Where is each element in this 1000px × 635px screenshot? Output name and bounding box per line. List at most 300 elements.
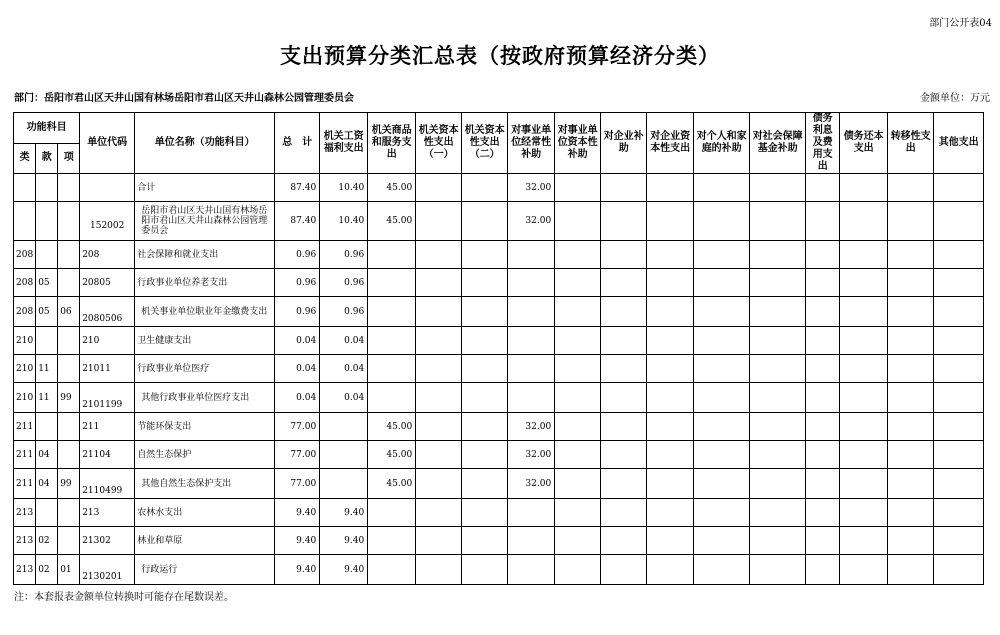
cell-c11 — [806, 269, 840, 297]
cell-c12 — [840, 202, 888, 241]
cell-kuan: 02 — [36, 555, 58, 585]
cell-c6 — [555, 202, 601, 241]
department-label: 部门：岳阳市君山区天井山国有林场岳阳市君山区天井山森林公园管理委员会 — [14, 93, 354, 104]
cell-c8 — [647, 241, 694, 269]
cell-c4 — [462, 383, 508, 413]
cell-c13 — [888, 241, 934, 269]
cell-c13 — [888, 297, 934, 327]
cell-c1: 0.04 — [320, 327, 368, 355]
table-row — [14, 469, 984, 499]
cell-unit-code: 2130201 — [80, 555, 135, 585]
cell-c3 — [416, 297, 462, 327]
cell-c4 — [462, 527, 508, 555]
cell-c8 — [647, 527, 694, 555]
cell-lei: 208 — [14, 269, 36, 297]
cell-c12 — [840, 555, 888, 585]
cell-c2 — [368, 327, 416, 355]
cell-c14 — [934, 441, 984, 469]
cell-c11 — [806, 527, 840, 555]
cell-c2: 45.00 — [368, 469, 416, 499]
cell-c13 — [888, 174, 934, 202]
cell-c5: 32.00 — [508, 413, 555, 441]
cell-c1 — [320, 441, 368, 469]
table-row — [14, 413, 984, 441]
cell-c1: 0.96 — [320, 269, 368, 297]
cell-unit-name: 社会保障和就业支出 — [135, 241, 275, 269]
cell-total: 77.00 — [275, 469, 320, 499]
cell-c7 — [601, 297, 647, 327]
cell-c1 — [320, 413, 368, 441]
cell-total: 0.96 — [275, 241, 320, 269]
cell-total: 0.04 — [275, 355, 320, 383]
cell-c4 — [462, 327, 508, 355]
cell-c13 — [888, 441, 934, 469]
cell-c12 — [840, 469, 888, 499]
cell-c13 — [888, 499, 934, 527]
cell-xiang — [58, 202, 80, 241]
cell-unit-code: 21302 — [80, 527, 135, 555]
cell-c8 — [647, 469, 694, 499]
table-row — [14, 555, 984, 585]
cell-c10 — [750, 555, 806, 585]
cell-c3 — [416, 499, 462, 527]
cell-c3 — [416, 269, 462, 297]
cell-unit-name: 合计 — [135, 174, 275, 202]
header-kuan: 款 — [36, 143, 58, 174]
cell-c10 — [750, 355, 806, 383]
cell-c11 — [806, 555, 840, 585]
cell-c14 — [934, 174, 984, 202]
cell-c7 — [601, 202, 647, 241]
cell-c5 — [508, 355, 555, 383]
cell-c6 — [555, 469, 601, 499]
cell-c8 — [647, 355, 694, 383]
cell-c12 — [840, 327, 888, 355]
cell-c14 — [934, 555, 984, 585]
header-c3: 机关资本性支出（一） — [416, 113, 462, 174]
header-c14: 其他支出 — [934, 113, 984, 174]
cell-c12 — [840, 527, 888, 555]
cell-c10 — [750, 297, 806, 327]
cell-c12 — [840, 297, 888, 327]
header-xiang: 项 — [58, 143, 80, 174]
page-title: 支出预算分类汇总表（按政府预算经济分类） — [280, 43, 720, 68]
cell-unit-code: 210 — [80, 327, 135, 355]
cell-c6 — [555, 527, 601, 555]
cell-c1: 10.40 — [320, 202, 368, 241]
cell-c6 — [555, 413, 601, 441]
cell-c9 — [694, 499, 750, 527]
cell-kuan — [36, 413, 58, 441]
cell-xiang — [58, 327, 80, 355]
cell-c3 — [416, 202, 462, 241]
cell-c8 — [647, 555, 694, 585]
table-row — [14, 174, 984, 202]
cell-c7 — [601, 327, 647, 355]
cell-lei: 208 — [14, 241, 36, 269]
cell-xiang — [58, 441, 80, 469]
cell-unit-code: 20805 — [80, 269, 135, 297]
table-row — [14, 383, 984, 413]
cell-lei: 213 — [14, 527, 36, 555]
header-c2: 机关商品和服务支出 — [368, 113, 416, 174]
cell-total: 9.40 — [275, 499, 320, 527]
cell-unit-code: 211 — [80, 413, 135, 441]
cell-c12 — [840, 355, 888, 383]
cell-c13 — [888, 269, 934, 297]
cell-xiang — [58, 174, 80, 202]
cell-c6 — [555, 355, 601, 383]
table-row — [14, 202, 984, 241]
cell-c14 — [934, 297, 984, 327]
cell-c7 — [601, 269, 647, 297]
cell-unit-name: 岳阳市君山区天井山国有林场岳阳市君山区天井山森林公园管理委员会 — [135, 202, 275, 241]
cell-c5: 32.00 — [508, 469, 555, 499]
cell-c7 — [601, 241, 647, 269]
cell-c5 — [508, 555, 555, 585]
cell-c11 — [806, 383, 840, 413]
cell-c9 — [694, 555, 750, 585]
cell-c14 — [934, 469, 984, 499]
cell-c7 — [601, 383, 647, 413]
cell-c14 — [934, 527, 984, 555]
cell-c2 — [368, 297, 416, 327]
cell-c5 — [508, 499, 555, 527]
cell-kuan: 02 — [36, 527, 58, 555]
header-c8: 对企业资本性支出 — [647, 113, 694, 174]
cell-c10 — [750, 241, 806, 269]
budget-table — [13, 112, 984, 585]
cell-c1: 0.04 — [320, 355, 368, 383]
cell-c3 — [416, 555, 462, 585]
cell-total: 0.04 — [275, 383, 320, 413]
header-c1: 机关工资福利支出 — [320, 113, 368, 174]
cell-c11 — [806, 174, 840, 202]
cell-c12 — [840, 241, 888, 269]
cell-total: 77.00 — [275, 441, 320, 469]
cell-c5 — [508, 527, 555, 555]
cell-c4 — [462, 297, 508, 327]
cell-c4 — [462, 241, 508, 269]
cell-c8 — [647, 297, 694, 327]
cell-kuan: 05 — [36, 269, 58, 297]
cell-c13 — [888, 327, 934, 355]
cell-c10 — [750, 499, 806, 527]
cell-lei: 211 — [14, 441, 36, 469]
cell-kuan — [36, 202, 58, 241]
header-func-group: 功能科目 — [14, 113, 80, 144]
table-row — [14, 269, 984, 297]
cell-c4 — [462, 174, 508, 202]
cell-c8 — [647, 174, 694, 202]
cell-c2: 45.00 — [368, 174, 416, 202]
cell-c6 — [555, 441, 601, 469]
cell-xiang — [58, 527, 80, 555]
cell-c14 — [934, 327, 984, 355]
cell-c12 — [840, 269, 888, 297]
cell-c8 — [647, 327, 694, 355]
cell-lei — [14, 174, 36, 202]
cell-c3 — [416, 413, 462, 441]
cell-c5: 32.00 — [508, 441, 555, 469]
cell-c4 — [462, 355, 508, 383]
cell-c11 — [806, 499, 840, 527]
cell-c14 — [934, 413, 984, 441]
cell-xiang: 99 — [58, 383, 80, 413]
cell-c4 — [462, 202, 508, 241]
cell-c1 — [320, 469, 368, 499]
cell-unit-name: 行政事业单位养老支出 — [135, 269, 275, 297]
cell-c2 — [368, 527, 416, 555]
cell-c3 — [416, 355, 462, 383]
cell-c7 — [601, 469, 647, 499]
cell-c4 — [462, 555, 508, 585]
cell-c7 — [601, 355, 647, 383]
table-row — [14, 499, 984, 527]
cell-c5: 32.00 — [508, 202, 555, 241]
cell-xiang — [58, 269, 80, 297]
cell-xiang: 06 — [58, 297, 80, 327]
cell-c14 — [934, 241, 984, 269]
cell-c4 — [462, 441, 508, 469]
table-row — [14, 527, 984, 555]
cell-c13 — [888, 469, 934, 499]
cell-unit-name: 卫生健康支出 — [135, 327, 275, 355]
cell-c11 — [806, 469, 840, 499]
cell-c6 — [555, 241, 601, 269]
cell-c10 — [750, 441, 806, 469]
header-c13: 转移性支出 — [888, 113, 934, 174]
cell-c2 — [368, 555, 416, 585]
cell-c7 — [601, 527, 647, 555]
header-c4: 机关资本性支出（二） — [462, 113, 508, 174]
cell-unit-code: 213 — [80, 499, 135, 527]
cell-c14 — [934, 202, 984, 241]
cell-kuan — [36, 174, 58, 202]
cell-c10 — [750, 174, 806, 202]
cell-c3 — [416, 441, 462, 469]
cell-kuan — [36, 241, 58, 269]
cell-c9 — [694, 355, 750, 383]
cell-c2 — [368, 241, 416, 269]
cell-c6 — [555, 327, 601, 355]
cell-kuan — [36, 499, 58, 527]
cell-c1: 0.96 — [320, 241, 368, 269]
cell-c1: 10.40 — [320, 174, 368, 202]
cell-xiang — [58, 241, 80, 269]
cell-c10 — [750, 413, 806, 441]
cell-kuan: 11 — [36, 383, 58, 413]
cell-c1: 9.40 — [320, 527, 368, 555]
cell-c13 — [888, 413, 934, 441]
cell-xiang: 99 — [58, 469, 80, 499]
cell-c6 — [555, 297, 601, 327]
cell-kuan: 05 — [36, 297, 58, 327]
cell-c1: 0.04 — [320, 383, 368, 413]
cell-c4 — [462, 469, 508, 499]
cell-c8 — [647, 413, 694, 441]
cell-c12 — [840, 413, 888, 441]
cell-c13 — [888, 202, 934, 241]
cell-c4 — [462, 269, 508, 297]
cell-c14 — [934, 499, 984, 527]
cell-c2: 45.00 — [368, 202, 416, 241]
cell-lei: 210 — [14, 355, 36, 383]
table-row — [14, 327, 984, 355]
cell-c6 — [555, 555, 601, 585]
cell-c5 — [508, 327, 555, 355]
cell-c11 — [806, 413, 840, 441]
table-row — [14, 355, 984, 383]
header-total: 总 计 — [275, 113, 320, 174]
cell-total: 87.40 — [275, 174, 320, 202]
cell-unit-code: 21104 — [80, 441, 135, 469]
cell-lei: 213 — [14, 499, 36, 527]
cell-c4 — [462, 413, 508, 441]
cell-total: 77.00 — [275, 413, 320, 441]
cell-c12 — [840, 499, 888, 527]
cell-c7 — [601, 555, 647, 585]
cell-c11 — [806, 241, 840, 269]
footnote: 注：本套报表金额单位转换时可能存在尾数误差。 — [14, 592, 234, 603]
cell-c7 — [601, 413, 647, 441]
header-c6: 对事业单位资本性补助 — [555, 113, 601, 174]
cell-c5 — [508, 383, 555, 413]
table-number-label: 部门公开表04 — [929, 18, 992, 29]
cell-unit-name: 节能环保支出 — [135, 413, 275, 441]
cell-c2 — [368, 269, 416, 297]
cell-lei — [14, 202, 36, 241]
cell-c4 — [462, 499, 508, 527]
table-row — [14, 241, 984, 269]
table-row — [14, 297, 984, 327]
cell-c10 — [750, 469, 806, 499]
cell-c11 — [806, 327, 840, 355]
cell-c9 — [694, 269, 750, 297]
cell-xiang — [58, 413, 80, 441]
header-c5: 对事业单位经常性补助 — [508, 113, 555, 174]
cell-unit-name: 其他自然生态保护支出 — [135, 469, 275, 499]
cell-c3 — [416, 383, 462, 413]
currency-unit-label: 金额单位：万元 — [920, 93, 990, 104]
cell-c2: 45.00 — [368, 441, 416, 469]
cell-unit-name: 机关事业单位职业年金缴费支出 — [135, 297, 275, 327]
header-c10: 对社会保障基金补助 — [750, 113, 806, 174]
cell-c12 — [840, 174, 888, 202]
cell-kuan — [36, 327, 58, 355]
header-c12: 债务还本支出 — [840, 113, 888, 174]
cell-c6 — [555, 499, 601, 527]
cell-c9 — [694, 327, 750, 355]
cell-c8 — [647, 383, 694, 413]
cell-c5: 32.00 — [508, 174, 555, 202]
cell-kuan: 11 — [36, 355, 58, 383]
cell-c1: 9.40 — [320, 555, 368, 585]
cell-c1: 0.96 — [320, 297, 368, 327]
cell-c3 — [416, 174, 462, 202]
cell-kuan: 04 — [36, 469, 58, 499]
cell-lei: 210 — [14, 383, 36, 413]
cell-unit-code: 2080506 — [80, 297, 135, 327]
cell-unit-code: 2101199 — [80, 383, 135, 413]
cell-c9 — [694, 241, 750, 269]
cell-c13 — [888, 383, 934, 413]
cell-unit-name: 自然生态保护 — [135, 441, 275, 469]
table-row — [14, 441, 984, 469]
cell-lei: 211 — [14, 469, 36, 499]
cell-c10 — [750, 202, 806, 241]
cell-c11 — [806, 441, 840, 469]
cell-unit-name: 行政运行 — [135, 555, 275, 585]
cell-total: 87.40 — [275, 202, 320, 241]
cell-c2 — [368, 355, 416, 383]
cell-c13 — [888, 527, 934, 555]
cell-lei: 213 — [14, 555, 36, 585]
cell-c11 — [806, 355, 840, 383]
cell-c7 — [601, 441, 647, 469]
cell-c3 — [416, 469, 462, 499]
cell-c7 — [601, 499, 647, 527]
cell-c7 — [601, 174, 647, 202]
cell-unit-name: 农林水支出 — [135, 499, 275, 527]
cell-c10 — [750, 269, 806, 297]
header-c7: 对企业补助 — [601, 113, 647, 174]
header-lei: 类 — [14, 143, 36, 174]
cell-c2: 45.00 — [368, 413, 416, 441]
cell-c9 — [694, 174, 750, 202]
cell-lei: 210 — [14, 327, 36, 355]
header-c9: 对个人和家庭的补助 — [694, 113, 750, 174]
cell-unit-code: 208 — [80, 241, 135, 269]
cell-c9 — [694, 413, 750, 441]
cell-xiang — [58, 355, 80, 383]
cell-total: 9.40 — [275, 555, 320, 585]
header-unit-code: 单位代码 — [80, 113, 135, 174]
cell-total: 0.96 — [275, 269, 320, 297]
cell-total: 0.04 — [275, 327, 320, 355]
cell-c1: 9.40 — [320, 499, 368, 527]
cell-xiang — [58, 499, 80, 527]
cell-c5 — [508, 241, 555, 269]
cell-c2 — [368, 383, 416, 413]
cell-c10 — [750, 327, 806, 355]
cell-unit-code: 21011 — [80, 355, 135, 383]
cell-c8 — [647, 269, 694, 297]
cell-c11 — [806, 297, 840, 327]
cell-lei: 211 — [14, 413, 36, 441]
cell-c14 — [934, 383, 984, 413]
cell-xiang: 01 — [58, 555, 80, 585]
cell-unit-name: 林业和草原 — [135, 527, 275, 555]
cell-c8 — [647, 441, 694, 469]
cell-c5 — [508, 269, 555, 297]
cell-total: 9.40 — [275, 527, 320, 555]
cell-c8 — [647, 202, 694, 241]
cell-c6 — [555, 174, 601, 202]
cell-total: 0.96 — [275, 297, 320, 327]
cell-unit-code: 152002 — [80, 202, 135, 241]
cell-c9 — [694, 202, 750, 241]
cell-c12 — [840, 383, 888, 413]
cell-c9 — [694, 441, 750, 469]
cell-unit-name: 其他行政事业单位医疗支出 — [135, 383, 275, 413]
cell-unit-code: 2110499 — [80, 469, 135, 499]
cell-c10 — [750, 527, 806, 555]
cell-c14 — [934, 355, 984, 383]
cell-c9 — [694, 469, 750, 499]
cell-c9 — [694, 383, 750, 413]
cell-unit-code — [80, 174, 135, 202]
